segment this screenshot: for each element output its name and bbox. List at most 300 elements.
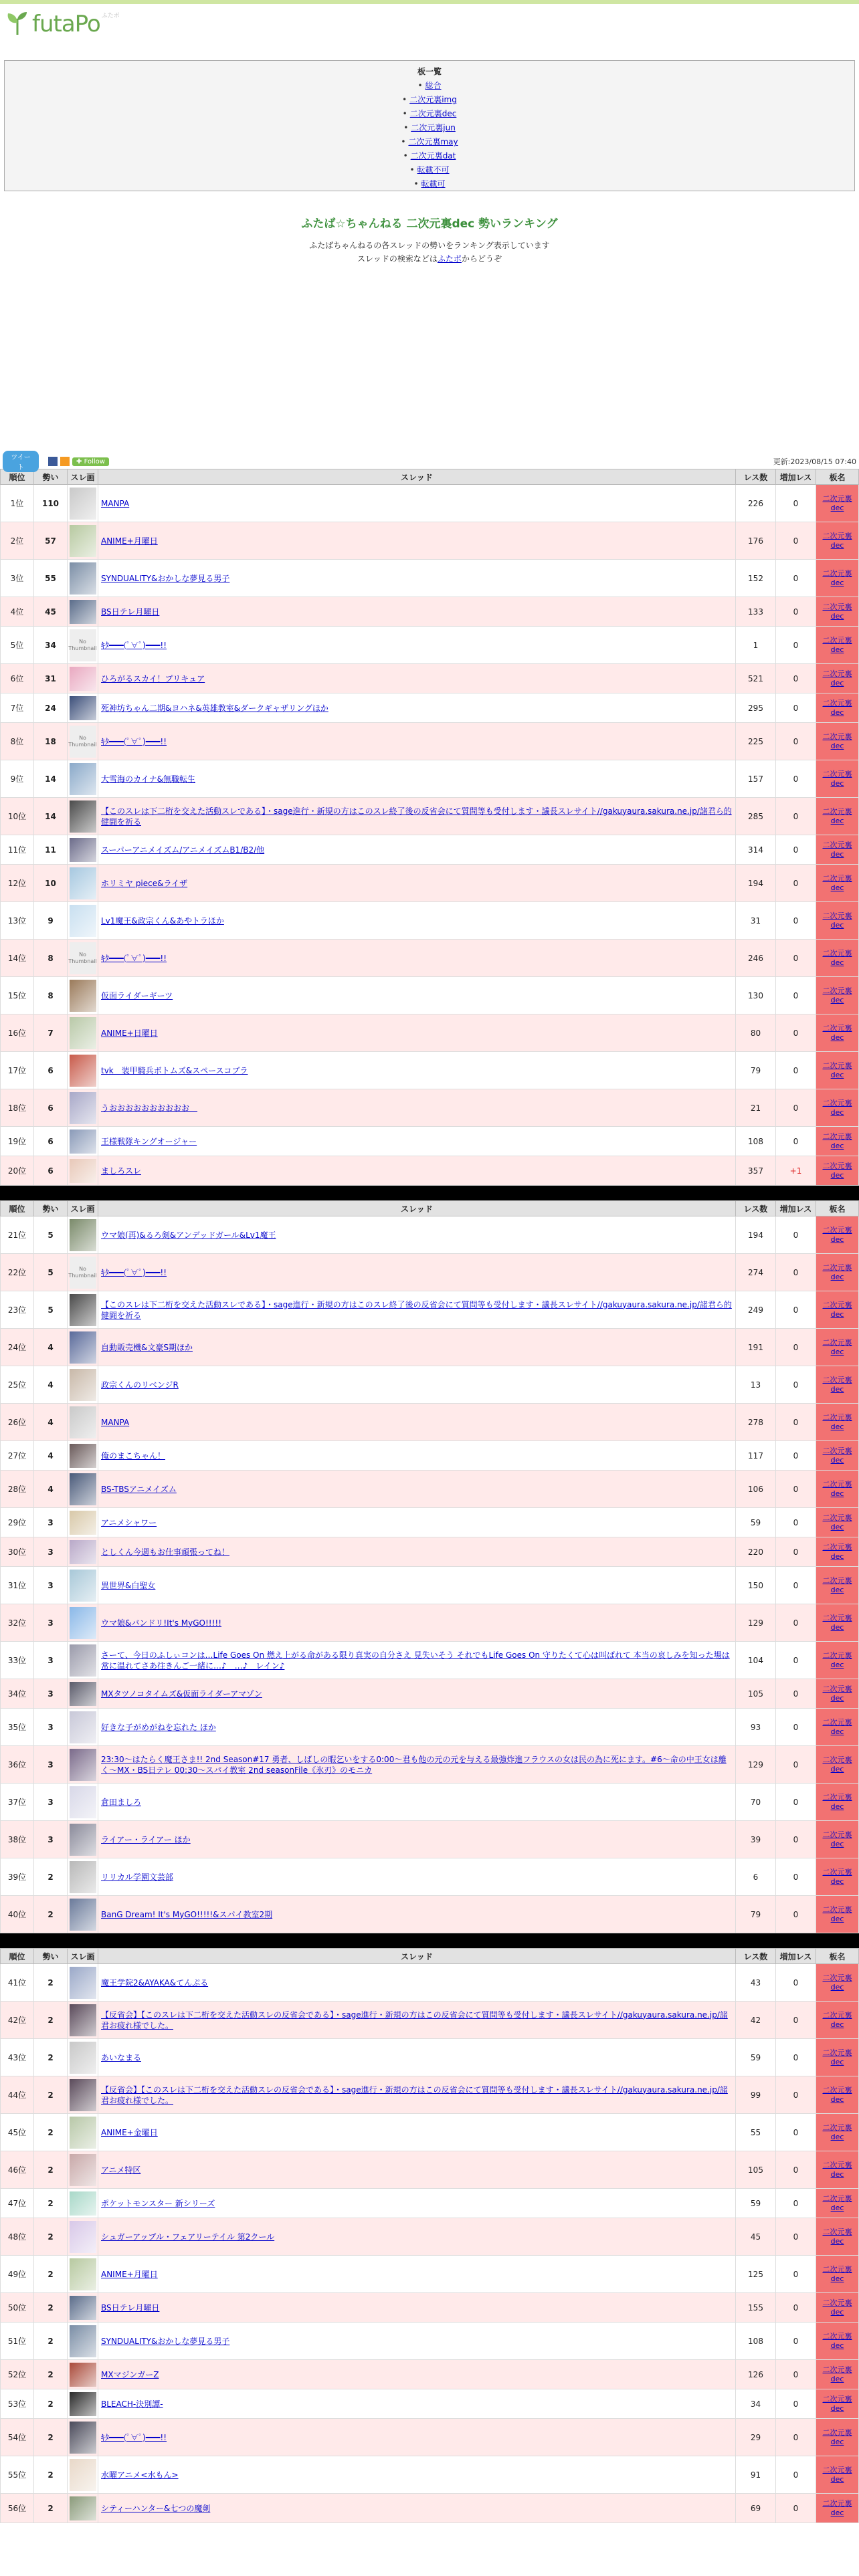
futapo-link[interactable]: ふたポ	[437, 254, 462, 263]
thread-link[interactable]: BLEACH-決別譚-	[101, 2399, 163, 2409]
thread-thumbnail-image[interactable]	[70, 2422, 96, 2454]
res-count-cell: 129	[736, 1604, 776, 1642]
table-row	[1, 1858, 859, 1896]
rank-cell: 37位	[1, 1784, 34, 1821]
thread-link[interactable]: ANIME+月曜日	[101, 2269, 158, 2279]
thread-link[interactable]: MXタツノコタイムズ&仮面ライダーアマゾン	[101, 1689, 262, 1699]
thread-thumbnail-image[interactable]	[70, 1824, 96, 1856]
thumbnail-cell[interactable]	[68, 560, 98, 597]
thread-link[interactable]: BS日テレ月曜日	[101, 607, 160, 617]
thread-title-cell	[98, 1291, 736, 1329]
board-name-link[interactable]: 二次元裏dec	[822, 568, 852, 587]
thread-link[interactable]: シティーハンター&七つの魔剣	[101, 2503, 211, 2513]
rank-cell: 4位	[1, 597, 34, 627]
thread-link[interactable]: スーパーアニメイズム/アニメイズムB1/B2/他	[101, 845, 265, 855]
thumbnail-cell[interactable]	[68, 723, 98, 760]
follow-button[interactable]: ✚ Follow	[72, 457, 109, 466]
board-name-cell	[816, 1858, 859, 1896]
res-count-cell: 80	[736, 1014, 776, 1052]
thumbnail-cell[interactable]	[68, 1127, 98, 1156]
thumbnail-cell[interactable]	[68, 2494, 98, 2523]
thread-thumbnail-image[interactable]	[70, 1511, 96, 1535]
thread-thumbnail-image[interactable]	[70, 2042, 96, 2074]
thread-link[interactable]: ANIME+日曜日	[101, 1028, 158, 1038]
board-name-link[interactable]: 二次元裏dec	[822, 1225, 852, 1244]
thumbnail-cell[interactable]	[68, 664, 98, 693]
board-link[interactable]: 二次元裏may	[408, 137, 458, 146]
board-name-link[interactable]: 二次元裏dec	[822, 494, 852, 512]
thread-thumbnail-image[interactable]	[70, 562, 96, 595]
board-name-link[interactable]: 二次元裏dec	[822, 1479, 852, 1498]
board-name-link[interactable]: 二次元裏dec	[822, 2123, 852, 2141]
board-name-link[interactable]: 二次元裏dec	[822, 911, 852, 930]
thread-link[interactable]: あいなまる	[101, 2052, 142, 2062]
thumbnail-cell[interactable]	[68, 1567, 98, 1604]
thread-thumbnail-image[interactable]	[70, 980, 96, 1012]
board-name-link[interactable]: 二次元裏dec	[822, 2394, 852, 2413]
ikioi-cell: 45	[34, 597, 68, 627]
thread-thumbnail-image[interactable]	[70, 1406, 96, 1438]
thumbnail-cell[interactable]	[68, 1604, 98, 1642]
thread-link[interactable]: 23:30〜はたらく魔王さま!! 2nd Season#17 勇者、しばしの暇乞いをする0:00〜君も他の元の元を与える最強炸進フラウスの女は民の為に死にます。#6〜命の中王女は離く〜MX・BS日テレ 00:30〜スパイ教室 2nd seasonFile《氷刃》のモニカ	[101, 1754, 727, 1775]
thumbnail-cell[interactable]	[68, 2419, 98, 2456]
res-count-cell: 194	[736, 865, 776, 902]
thumbnail-cell[interactable]	[68, 1642, 98, 1679]
thread-link[interactable]: 【反省会】【このスレは下二桁を交えた活動スレの反省会である】・sage進行・新規の方はこの反省会にて質問等も受付します・議長スレサイト//gakuyaura.sakura.ne.jp/諸君お疲れ様でした。	[101, 2084, 728, 2105]
board-name-cell	[816, 560, 859, 597]
thread-link[interactable]: MANPA	[101, 498, 130, 508]
thread-thumbnail-image[interactable]	[70, 600, 96, 624]
thread-thumbnail-image[interactable]	[70, 2363, 96, 2387]
thumbnail-cell[interactable]	[68, 2256, 98, 2293]
rank-cell: 5位	[1, 627, 34, 664]
thread-thumbnail-image[interactable]	[70, 1644, 96, 1677]
thread-link[interactable]: ホリミヤ piece&ライザ	[101, 878, 188, 888]
thumbnail-cell[interactable]	[68, 2002, 98, 2039]
thread-link[interactable]: 魔王学院2&AYAKA&てんぷる	[101, 1977, 209, 1988]
board-link[interactable]: 二次元裏img	[409, 95, 457, 104]
board-name-link[interactable]: 二次元裏dec	[822, 2365, 852, 2383]
res-increase-cell: 0	[776, 1366, 816, 1404]
thumbnail-cell[interactable]	[68, 2151, 98, 2189]
thread-link[interactable]: ｷﾀ━━━(ﾟ∀ﾟ)━━━!!	[101, 640, 167, 650]
thumbnail-cell[interactable]	[68, 2039, 98, 2076]
thread-thumbnail-image[interactable]	[70, 1682, 96, 1706]
tweet-button[interactable]: ツイート	[3, 451, 39, 472]
thread-link[interactable]: MANPA	[101, 1417, 130, 1427]
thumbnail-cell[interactable]	[68, 1089, 98, 1127]
thread-link[interactable]: ライアー・ライアー ほか	[101, 1834, 191, 1844]
thread-thumbnail-image[interactable]	[70, 867, 96, 899]
board-link[interactable]: 二次元裏dat	[410, 151, 456, 160]
thread-link[interactable]: SYNDUALITY&おかしな夢見る男子	[101, 573, 230, 583]
board-name-link[interactable]: 二次元裏dec	[822, 1755, 852, 1774]
thumbnail-cell[interactable]	[68, 1366, 98, 1404]
res-count-cell: 99	[736, 2076, 776, 2114]
table-row	[1, 1964, 859, 2002]
ikioi-cell: 3	[34, 1508, 68, 1537]
board-name-link[interactable]: 二次元裏dec	[822, 698, 852, 717]
thread-thumbnail-image[interactable]	[70, 2392, 96, 2416]
board-name-link[interactable]: 二次元裏dec	[822, 2264, 852, 2283]
thread-thumbnail-image[interactable]	[70, 1092, 96, 1124]
site-logo[interactable]	[0, 4, 859, 44]
res-count-cell: 274	[736, 1254, 776, 1291]
rank-cell: 10位	[1, 798, 34, 835]
thread-link[interactable]: アニメ特区	[101, 2165, 141, 2175]
board-name-link[interactable]: 二次元裏dec	[822, 2428, 852, 2446]
res-count-cell: 357	[736, 1156, 776, 1186]
thread-link[interactable]: 倉田ましろ	[101, 1797, 142, 1807]
table-row	[1, 835, 859, 865]
thumbnail-cell[interactable]	[68, 597, 98, 627]
thumbnail-cell[interactable]	[68, 2218, 98, 2256]
thread-link[interactable]: tvk 装甲騎兵ボトムズ&スペースコブラ	[101, 1065, 248, 1075]
thread-thumbnail-image[interactable]	[70, 1294, 96, 1326]
thread-thumbnail-image[interactable]	[70, 763, 96, 795]
thread-thumbnail-image[interactable]	[70, 1444, 96, 1468]
thread-link[interactable]: シュガーアップル・フェアリーテイル 第2クール	[101, 2232, 275, 2242]
board-name-link[interactable]: 二次元裏dec	[822, 1132, 852, 1150]
logo-subtext: ふたポ	[101, 12, 120, 19]
thread-thumbnail-image[interactable]	[70, 1607, 96, 1639]
board-name-link[interactable]: 二次元裏dec	[822, 1337, 852, 1356]
board-name-link[interactable]: 二次元裏dec	[822, 1792, 852, 1811]
board-name-link[interactable]: 二次元裏dec	[822, 1867, 852, 1886]
board-name-link[interactable]: 二次元裏dec	[822, 1542, 852, 1561]
table-row	[1, 2494, 859, 2523]
board-name-cell	[816, 1964, 859, 2002]
board-name-link[interactable]: 二次元裏dec	[822, 2227, 852, 2246]
intro-line-2-prefix: スレッドの検索などは	[357, 254, 438, 263]
thread-link[interactable]: リリカル学園文芸部	[101, 1872, 173, 1882]
no-thumbnail-image[interactable]: No Thumbnail	[70, 726, 96, 758]
thumbnail-cell[interactable]	[68, 940, 98, 977]
thread-thumbnail-image[interactable]	[70, 1711, 96, 1743]
res-count-cell: 105	[736, 2151, 776, 2189]
board-name-link[interactable]: 二次元裏dec	[822, 1830, 852, 1848]
thumbnail-cell[interactable]	[68, 1156, 98, 1186]
board-name-link[interactable]: 二次元裏dec	[822, 1098, 852, 1117]
thread-thumbnail-image[interactable]	[70, 2258, 96, 2290]
board-list	[5, 79, 854, 191]
thread-title-cell	[98, 2389, 736, 2419]
board-name-link[interactable]: 二次元裏dec	[822, 2085, 852, 2104]
board-name-link[interactable]: 二次元裏dec	[822, 1576, 852, 1594]
res-count-cell: 69	[736, 2494, 776, 2523]
thread-title-cell	[98, 2151, 736, 2189]
thread-thumbnail-image[interactable]	[70, 2459, 96, 2491]
thumbnail-cell[interactable]	[68, 1291, 98, 1329]
thread-thumbnail-image[interactable]	[70, 1055, 96, 1087]
thumbnail-cell[interactable]	[68, 865, 98, 902]
thread-title-cell	[98, 835, 736, 865]
thread-link[interactable]: ｷﾀ━━━(ﾟ∀ﾟ)━━━!!	[101, 736, 167, 746]
res-increase-cell: 0	[776, 1254, 816, 1291]
thumbnail-cell[interactable]	[68, 1821, 98, 1858]
thumbnail-cell[interactable]	[68, 1216, 98, 1254]
thread-link[interactable]: BS-TBSアニメイズム	[101, 1484, 177, 1494]
rss-icon[interactable]	[60, 457, 70, 466]
thread-link[interactable]: 政宗くんのリベンジR	[101, 1380, 179, 1390]
thread-thumbnail-image[interactable]	[70, 905, 96, 937]
no-thumbnail-image[interactable]: No Thumbnail	[70, 629, 96, 661]
thread-link[interactable]: としくん今週もお仕事頑張ってね！	[101, 1547, 230, 1557]
board-name-link[interactable]: 二次元裏dec	[822, 807, 852, 825]
thread-link[interactable]: ｷﾀ━━━(ﾟ∀ﾟ)━━━!!	[101, 1267, 167, 1277]
board-name-link[interactable]: 二次元裏dec	[822, 948, 852, 967]
hatena-icon[interactable]	[48, 457, 58, 466]
thumbnail-cell[interactable]	[68, 2114, 98, 2151]
board-name-link[interactable]: 二次元裏dec	[822, 873, 852, 892]
thread-link[interactable]: ウマ娘(再)&るろ剣&アンデッドガール&Lv1魔王	[101, 1230, 276, 1240]
board-link[interactable]: 二次元裏dec	[409, 109, 457, 118]
thread-thumbnail-image[interactable]	[70, 1369, 96, 1401]
res-increase-cell: 0	[776, 2494, 816, 2523]
board-name-link[interactable]: 二次元裏dec	[822, 2465, 852, 2484]
column-header-res: レス数	[736, 469, 776, 485]
thread-thumbnail-image[interactable]	[70, 488, 96, 520]
thread-thumbnail-image[interactable]	[70, 838, 96, 862]
no-thumbnail-image[interactable]: No Thumbnail	[70, 1257, 96, 1289]
thumbnail-cell[interactable]	[68, 1471, 98, 1508]
board-name-cell	[816, 1508, 859, 1537]
thread-link[interactable]: Lv1魔王&政宗くん&あやトラほか	[101, 916, 224, 926]
thread-link[interactable]: 【反省会】【このスレは下二桁を交えた活動スレの反省会である】・sage進行・新規の方はこの反省会にて質問等も受付します・議長スレサイト//gakuyaura.sakura.ne.jp/諸君お疲れ様でした。	[101, 2010, 728, 2030]
rank-cell: 52位	[1, 2360, 34, 2389]
bullet-icon: •	[413, 179, 419, 189]
thread-link[interactable]: 異世界&白聖女	[101, 1580, 156, 1590]
thread-thumbnail-image[interactable]	[70, 2221, 96, 2253]
thumbnail-cell[interactable]	[68, 1896, 98, 1933]
board-link[interactable]: 総合	[425, 81, 442, 90]
table-row	[1, 485, 859, 522]
board-name-cell	[816, 664, 859, 693]
res-count-cell: 93	[736, 1709, 776, 1746]
board-name-link[interactable]: 二次元裏dec	[822, 2160, 852, 2179]
board-name-link[interactable]: 二次元裏dec	[822, 1263, 852, 1281]
board-name-link[interactable]: 二次元裏dec	[822, 2193, 852, 2212]
thread-thumbnail-image[interactable]	[70, 667, 96, 691]
thumbnail-cell[interactable]	[68, 1508, 98, 1537]
thumbnail-cell[interactable]	[68, 1329, 98, 1366]
thread-link[interactable]: MXマジンガーZ	[101, 2369, 159, 2379]
thumbnail-cell[interactable]	[68, 627, 98, 664]
board-name-link[interactable]: 二次元裏dec	[822, 1023, 852, 1042]
board-name-link[interactable]: 二次元裏dec	[822, 1905, 852, 1923]
res-increase-cell: 0	[776, 902, 816, 940]
res-increase-cell: 0	[776, 2456, 816, 2494]
thumbnail-cell[interactable]	[68, 902, 98, 940]
board-name-link[interactable]: 二次元裏dec	[822, 1973, 852, 1992]
thread-thumbnail-image[interactable]	[70, 525, 96, 557]
thumbnail-cell[interactable]	[68, 835, 98, 865]
res-increase-cell: 0	[776, 1441, 816, 1471]
thread-link[interactable]: 【このスレは下二桁を交えた活動スレである】・sage進行・新規の方はこのスレ終了後の反省会にて質問等も受付します・議長スレサイト//gakuyaura.sakura.ne.jp/諸君ら的健闘を祈る	[101, 806, 732, 827]
thread-link[interactable]: BS日テレ月曜日	[101, 2302, 160, 2313]
thumbnail-cell[interactable]	[68, 2076, 98, 2114]
thread-thumbnail-image[interactable]	[70, 1861, 96, 1893]
thread-link[interactable]: 大雪海のカイナ&無職転生	[101, 774, 195, 784]
thread-link[interactable]: ｷﾀ━━━(ﾟ∀ﾟ)━━━!!	[101, 2432, 167, 2442]
thread-thumbnail-image[interactable]	[70, 800, 96, 833]
thread-thumbnail-image[interactable]	[70, 1219, 96, 1251]
thumbnail-cell[interactable]	[68, 1679, 98, 1709]
thumbnail-cell[interactable]	[68, 760, 98, 798]
thread-link[interactable]: ANIME+月曜日	[101, 536, 158, 546]
ikioi-cell: 3	[34, 1604, 68, 1642]
thumbnail-cell[interactable]	[68, 977, 98, 1014]
thread-thumbnail-image[interactable]	[70, 2296, 96, 2320]
thread-thumbnail-image[interactable]	[70, 1786, 96, 1818]
board-name-link[interactable]: 二次元裏dec	[822, 1650, 852, 1669]
thread-thumbnail-image[interactable]	[70, 2496, 96, 2520]
thumbnail-cell[interactable]	[68, 485, 98, 522]
column-header-board: 板名	[816, 1949, 859, 1964]
thumbnail-cell[interactable]	[68, 1052, 98, 1089]
board-name-link[interactable]: 二次元裏dec	[822, 635, 852, 654]
thread-link[interactable]: BanG Dream! It's MyGO!!!!!&スパイ教室2期	[101, 1909, 273, 1919]
board-name-cell	[816, 977, 859, 1014]
thumbnail-cell[interactable]	[68, 1537, 98, 1567]
thumbnail-cell[interactable]	[68, 2189, 98, 2218]
board-name-link[interactable]: 二次元裏dec	[822, 1513, 852, 1531]
no-thumbnail-image[interactable]: No Thumbnail	[70, 942, 96, 974]
thread-link[interactable]: アニメシャワー	[101, 1517, 157, 1527]
thumbnail-cell[interactable]	[68, 1964, 98, 2002]
thread-thumbnail-image[interactable]	[70, 1473, 96, 1505]
thread-link[interactable]: ポケットモンスター 新シリーズ	[101, 2198, 215, 2208]
thumbnail-cell[interactable]	[68, 1784, 98, 1821]
board-name-link[interactable]: 二次元裏dec	[822, 2331, 852, 2350]
thumbnail-cell[interactable]	[68, 2456, 98, 2494]
board-name-link[interactable]: 二次元裏dec	[822, 1717, 852, 1736]
intro-line-1: ふたばちゃんねるの各スレッドの勢いをランキング表示しています	[309, 241, 550, 250]
thread-link[interactable]: 仮面ライダーギーツ	[101, 990, 173, 1000]
board-name-link[interactable]: 二次元裏dec	[822, 1684, 852, 1703]
thumbnail-cell[interactable]	[68, 1746, 98, 1784]
ikioi-cell: 14	[34, 798, 68, 835]
board-name-link[interactable]: 二次元裏dec	[822, 1300, 852, 1319]
board-name-link[interactable]: 二次元裏dec	[822, 531, 852, 550]
thumbnail-cell[interactable]	[68, 1014, 98, 1052]
board-link[interactable]: 二次元裏jun	[411, 123, 456, 132]
res-count-cell: 278	[736, 1404, 776, 1441]
board-name-cell	[816, 1156, 859, 1186]
thumbnail-cell[interactable]	[68, 2293, 98, 2323]
thread-thumbnail-image[interactable]	[70, 2117, 96, 2149]
thread-link[interactable]: ましろスレ	[101, 1166, 142, 1176]
thumbnail-cell[interactable]	[68, 798, 98, 835]
table-row	[1, 1441, 859, 1471]
thread-thumbnail-image[interactable]	[70, 2079, 96, 2111]
thumbnail-cell[interactable]	[68, 1254, 98, 1291]
thread-thumbnail-image[interactable]	[70, 1967, 96, 1999]
thumbnail-cell[interactable]	[68, 2323, 98, 2360]
thread-thumbnail-image[interactable]	[70, 1130, 96, 1154]
thread-thumbnail-image[interactable]	[70, 1331, 96, 1364]
thread-thumbnail-image[interactable]	[70, 1899, 96, 1931]
board-name-link[interactable]: 二次元裏dec	[822, 769, 852, 788]
board-name-cell	[816, 723, 859, 760]
board-name-link[interactable]: 二次元裏dec	[822, 669, 852, 687]
thread-thumbnail-image[interactable]	[70, 2191, 96, 2216]
thread-link[interactable]: ひろがるスカイ！プリキュア	[101, 673, 205, 683]
thumbnail-cell[interactable]	[68, 522, 98, 560]
board-link[interactable]: 転載不可	[417, 165, 450, 175]
thumbnail-cell[interactable]	[68, 693, 98, 723]
thumbnail-cell[interactable]	[68, 1858, 98, 1896]
board-name-link[interactable]: 二次元裏dec	[822, 1412, 852, 1431]
thread-thumbnail-image[interactable]	[70, 1017, 96, 1049]
thread-link[interactable]: 水曜アニメ<水もん>	[101, 2470, 179, 2480]
ikioi-cell: 11	[34, 835, 68, 865]
board-name-link[interactable]: 二次元裏dec	[822, 1446, 852, 1465]
board-name-link[interactable]: 二次元裏dec	[822, 2298, 852, 2317]
thumbnail-cell[interactable]	[68, 1404, 98, 1441]
thumbnail-cell[interactable]	[68, 1709, 98, 1746]
thumbnail-cell[interactable]	[68, 2389, 98, 2419]
res-increase-cell: 0	[776, 1329, 816, 1366]
thread-link[interactable]: 王様戦隊キングオージャー	[101, 1136, 197, 1146]
thread-thumbnail-image[interactable]	[70, 1159, 96, 1183]
thread-link[interactable]: SYNDUALITY&おかしな夢見る男子	[101, 2336, 230, 2346]
table-row	[1, 2293, 859, 2323]
board-name-link[interactable]: 二次元裏dec	[822, 2010, 852, 2029]
board-name-link[interactable]: 二次元裏dec	[822, 1613, 852, 1632]
thumbnail-cell[interactable]	[68, 1441, 98, 1471]
ikioi-cell: 2	[34, 2494, 68, 2523]
thread-link[interactable]: ANIME+金曜日	[101, 2127, 158, 2137]
thread-thumbnail-image[interactable]	[70, 1540, 96, 1564]
board-name-link[interactable]: 二次元裏dec	[822, 602, 852, 621]
thread-thumbnail-image[interactable]	[70, 2325, 96, 2357]
board-link[interactable]: 転載可	[421, 179, 446, 189]
board-name-cell	[816, 1784, 859, 1821]
thread-link[interactable]: 自動販売機&文豪S期ほか	[101, 1342, 193, 1352]
column-header-thumb: スレ画	[68, 1949, 98, 1964]
thread-thumbnail-image[interactable]	[70, 1749, 96, 1781]
board-name-link[interactable]: 二次元裏dec	[822, 2498, 852, 2517]
ikioi-cell: 24	[34, 693, 68, 723]
thread-link[interactable]: ウマ娘&バンドリ!It's MyGO!!!!!	[101, 1618, 222, 1628]
thread-thumbnail-image[interactable]	[70, 2154, 96, 2186]
thread-thumbnail-image[interactable]	[70, 696, 96, 720]
board-name-link[interactable]: 二次元裏dec	[822, 986, 852, 1004]
thread-link[interactable]: 好きな子がめがねを忘れた ほか	[101, 1722, 216, 1732]
thread-thumbnail-image[interactable]	[70, 2004, 96, 2036]
thumbnail-cell[interactable]	[68, 2360, 98, 2389]
thread-link[interactable]: うおおおおおおおおおお	[101, 1103, 198, 1113]
board-name-link[interactable]: 二次元裏dec	[822, 2048, 852, 2066]
thread-thumbnail-image[interactable]	[70, 1570, 96, 1602]
thread-link[interactable]: ｷﾀ━━━(ﾟ∀ﾟ)━━━!!	[101, 953, 167, 963]
board-list-item	[5, 121, 854, 135]
thread-link[interactable]: 俺のまこちゃん！	[101, 1451, 166, 1461]
thread-link[interactable]: 【このスレは下二桁を交えた活動スレである】・sage進行・新規の方はこのスレ終了後の反省会にて質問等も受付します・議長スレサイト//gakuyaura.sakura.ne.jp/諸君ら的健闘を祈る	[101, 1299, 732, 1320]
thread-link[interactable]: 死神坊ちゃん二期&ヨハネ&英雄教室&ダークギャザリングほか	[101, 703, 328, 713]
ikioi-cell: 3	[34, 1679, 68, 1709]
board-name-link[interactable]: 二次元裏dec	[822, 1061, 852, 1079]
board-name-link[interactable]: 二次元裏dec	[822, 732, 852, 750]
board-name-link[interactable]: 二次元裏dec	[822, 1375, 852, 1394]
thread-link[interactable]: さーて、今日のふしぃコンは…Life Goes On 燃え上がる命がある限り真実の自分さえ 見失いそう それでもLife Goes On 守りたくて心は叫ばれて 本当の哀しみを知った場は常に温れてさあ往きんご一緒に…♪ …♪ レイン♪	[101, 1650, 730, 1671]
res-count-cell: 79	[736, 1896, 776, 1933]
thread-title-cell	[98, 2456, 736, 2494]
board-name-link[interactable]: 二次元裏dec	[822, 840, 852, 859]
ikioi-cell: 10	[34, 865, 68, 902]
board-name-link[interactable]: 二次元裏dec	[822, 1161, 852, 1180]
